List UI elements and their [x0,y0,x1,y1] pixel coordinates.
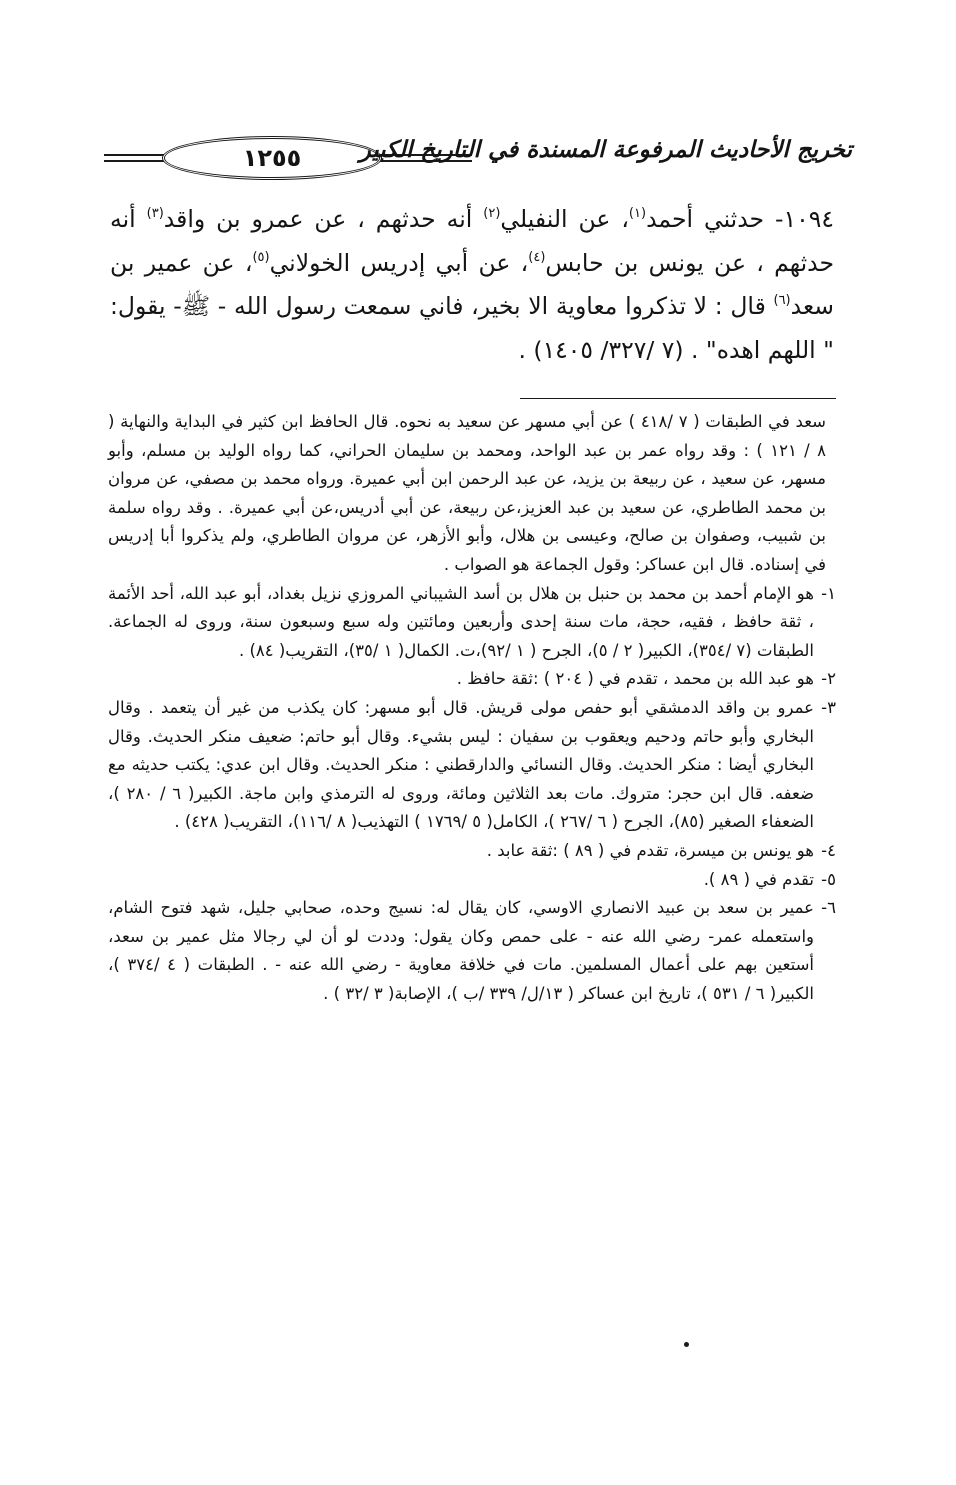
running-header [100,128,852,188]
footnote-text: عمرو بن واقد الدمشقي أبو حفص مولى قريش. قال أبو مسهر: كان يكذب من غير أن يتعمد . وقال البخاري وأبو حاتم ودحيم ويعقوب بن سفيان : ليس بشيء. وقال أبو حاتم: ضعيف منكر الحديث. وقال البخاري أيضا : منكر الحديث. وقال النسائي والدارقطني : منكر الحديث. وقال ابن عدي: يكتب حديثه مع ضعفه. قال ابن حجر: متروك. مات بعد الثلاثين ومائة، وروى له الترمذي وابن ماجة. الكبير( ٦ / ٢٨٠ )، الضعفاء الصغير (٨٥)، الجرح ( ٦ /٢٦٧ )، الكامل( ٥ /١٧٦٩ ) التهذيب( ٨ /١١٦)، التقريب( ٤٢٨) . [108,697,814,832]
footnote-6 [108,894,836,1008]
footnote-ref: (٥) [252,249,270,265]
footnote-text: هو عبد الله بن محمد ، تقدم في ( ٢٠٤ ) :ثقة حافظ . [456,669,814,689]
hadith-text-part: أنه حدثهم ، عن عمرو بن واقد [163,205,484,233]
end-mark-dot [684,1342,689,1347]
footnote-number: ٣- [821,697,836,717]
footnote-text: هو الإمام أحمد بن محمد بن حنبل بن هلال بن أسد الشيباني المروزي نزيل بغداد، أبو عبد الله، أحد الأئمة ، ثقة حافظ ، فقيه، حجة، مات سنة إحدى وأربعين ومائتين وله سبع وسبعون سنة، وروى له الجماعة. الطبقات (٧ /٣٥٤)، الكبير( ٢ / ٥)، الجرح ( ١ /٩٢)،ت. الكمال( ١ /٣٥)، التقريب( ٨٤) . [108,583,814,660]
footnote-number: ٥- [821,869,836,889]
footnote-ref: (١) [628,206,647,221]
hadith-text-part: ، عن عمير بن سعد [110,248,834,320]
footnote-number: ٢- [821,669,836,689]
footnote-1 [108,580,836,666]
hadith-text-part: ١٠٩٤- حدثني أحمد [646,205,834,233]
hadith-text-part: ، عن أبي إدريس الخولاني [269,248,529,277]
footnote-ref: (٤) [528,249,546,265]
book-title: تخريج الأحاديث المرفوعة المسندة في التاريخ الكبير [359,136,852,163]
footnote-5 [108,866,836,895]
hadith-text [110,198,834,372]
footnote-ref: (٢) [483,206,501,221]
footnote-ref: (٣) [146,206,164,221]
footnote-number: ١- [821,583,836,603]
footnote-text: عمير بن سعد بن عبيد الانصاري الاوسي، كان يقال له: نسيج وحده، صحابي جليل، شهد فتوح الشام، واستعمله عمر- رضي الله عنه - على حمص وكان يقول: وددت لو أن لي رجالا مثل عمير بن سعد، أستعين بهم على أعمال المسلمين. مات في خلافة معاوية - رضي الله عنه - . الطبقات ( ٤ /٣٧٤ )، الكبير( ٦ / ٥٣١ )، تاريخ ابن عساكر ( ١٣/ل/ ٣٣٩ /ب )، الإصابة( ٣ /٣٢ ) . [108,898,814,1003]
hadith-text-part: أنه حدثهم ، عن يونس بن حابس [110,205,834,277]
footnote-text: هو يونس بن ميسرة، تقدم في ( ٨٩ ) :ثقة عابد . [486,840,814,860]
page-number: ١٢٥٥ [242,144,302,172]
footnote-divider [520,398,836,399]
page-number-ornament [162,136,382,180]
footnote-2 [108,665,836,694]
footnote-number: ٦- [821,898,836,918]
hadith-text-part: قال : لا تذكروا معاوية الا بخير، فاني سمعت رسول الله - ﷺ- يقول: " اللهم اهده" . (٧ /٣٢٧/ ١٤٠٥) . [110,292,834,364]
hadith-text-part: ، عن النفيلي [500,205,629,233]
footnote-4 [108,837,836,866]
footnote-number: ٤- [821,840,836,860]
footnote-ref: (٦) [773,293,791,308]
footnotes [108,408,836,1008]
footnote-3 [108,694,836,837]
footnote-text: تقدم في ( ٨٩ ). [703,869,814,889]
footnote-continuation: سعد في الطبقات ( ٧ /٤١٨ ) عن أبي مسهر عن سعيد به نحوه. قال الحافظ ابن كثير في البداية والنهاية ( ٨ / ١٢١ ) : وقد رواه عمر بن عبد الواحد، ومحمد بن سليمان الحراني، كما رواه الوليد بن مسلم، وأبو مسهر، عن سعيد ، عن ربيعة بن يزيد، عن عبد الرحمن ابن أبي عميرة. ورواه محمد بن مصفي، عن مروان بن محمد الطاطري، عن سعيد بن عبد العزيز،عن ربيعة، عن أبي أدريس،عن أبي عميرة. . وقد رواه سلمة بن شبيب، وصفوان بن صالح، وعيسى بن هلال، وأبو الأزهر، عن مروان الطاطري، ولم يذكروا أبا إدريس في إسناده. قال ابن عساكر: وقول الجماعة هو الصواب . [108,412,826,574]
